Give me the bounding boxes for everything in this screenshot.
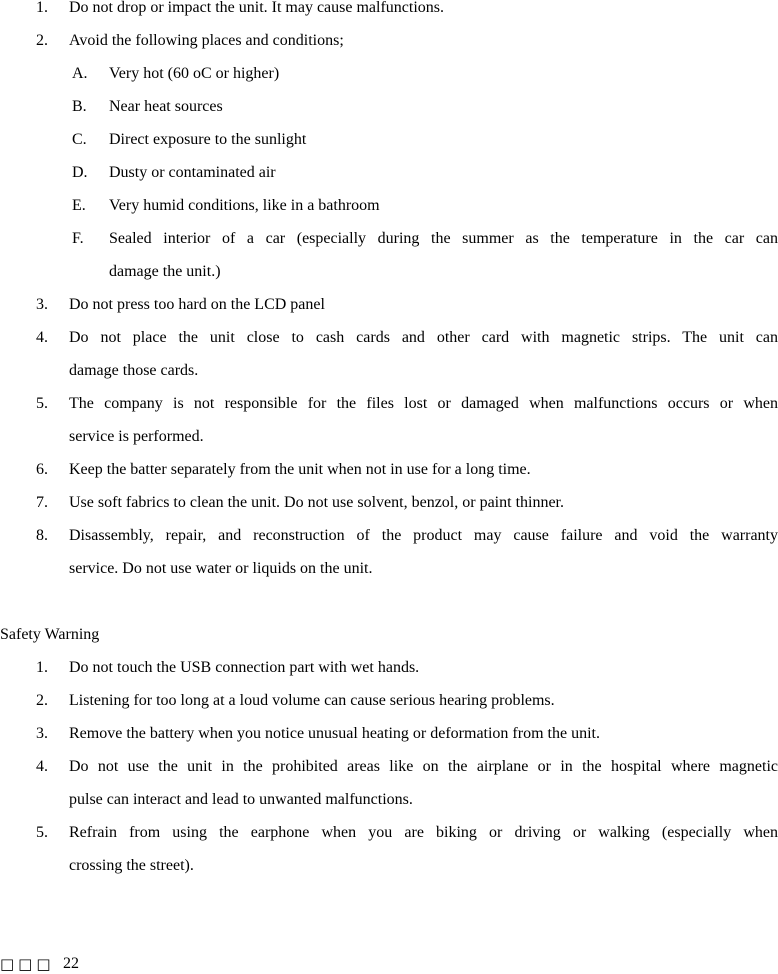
list-item-number: 1. (36, 0, 48, 16)
list-item-number: 2. (36, 32, 48, 49)
sub-item-letter: A. (72, 65, 88, 82)
sub-item-letter: C. (72, 131, 87, 148)
sub-item-text: Direct exposure to the sunlight (109, 131, 307, 148)
sub-item-letter: B. (72, 98, 87, 115)
list-item-number: 8. (36, 527, 48, 544)
list-item-number: 5. (36, 395, 48, 412)
sub-item-text: Dusty or contaminated air (109, 164, 276, 181)
sub-item-text-cont: damage the unit.) (109, 263, 221, 280)
footer-glyphs: □□□ (0, 955, 55, 973)
list-item-number: 4. (36, 329, 48, 346)
list-item-text-cont: service. Do not use water or liquids on the unit. (69, 560, 373, 577)
list-item-number: 2. (36, 692, 48, 709)
list-item-text: Do not use the unit in the prohibited areas like on the airplane or in the hospital where magnetic (69, 758, 778, 775)
sub-item-text: Very hot (60 oC or higher) (109, 65, 280, 82)
list-item-number: 1. (36, 659, 48, 676)
list-item-text: Remove the battery when you notice unusual heating or deformation from the unit. (69, 725, 600, 742)
list-item-text: Do not drop or impact the unit. It may cause malfunctions. (69, 0, 445, 16)
sub-item-text: Near heat sources (109, 98, 223, 115)
list-item-text: Do not touch the USB connection part with wet hands. (69, 659, 420, 676)
list-item-number: 6. (36, 461, 48, 478)
sub-item-letter: F. (72, 230, 84, 247)
list-item-number: 5. (36, 824, 48, 841)
list-item-text-cont: damage those cards. (69, 362, 199, 379)
list-item-text: Use soft fabrics to clean the unit. Do not use solvent, benzol, or paint thinner. (69, 494, 564, 511)
sub-item-letter: D. (72, 164, 88, 181)
list-item-text-cont: service is performed. (69, 428, 204, 445)
sub-item-text: Very humid conditions, like in a bathroom (109, 197, 380, 214)
sub-item-letter: E. (72, 197, 86, 214)
list-item-number: 3. (36, 296, 48, 313)
list-item-text: Listening for too long at a loud volume can cause serious hearing problems. (69, 692, 555, 709)
list-item-text: Do not press too hard on the LCD panel (69, 296, 325, 313)
list-item-text: Do not place the unit close to cash cards and other card with magnetic strips. The unit can (69, 329, 778, 346)
list-item-text: Refrain from using the earphone when you are biking or driving or walking (especially when (69, 824, 778, 841)
section-heading: Safety Warning (0, 626, 100, 643)
list-item-number: 3. (36, 725, 48, 742)
sub-item-text: Sealed interior of a car (especially during the summer as the temperature in the car can (109, 230, 778, 247)
list-item-text: Avoid the following places and conditions; (69, 32, 344, 49)
list-item-text: Disassembly, repair, and reconstruction of the product may cause failure and void the warranty (69, 527, 778, 544)
page-number: 22 (63, 955, 79, 972)
list-item-number: 4. (36, 758, 48, 775)
list-item-number: 7. (36, 494, 48, 511)
list-item-text: Keep the batter separately from the unit when not in use for a long time. (69, 461, 531, 478)
list-item-text: The company is not responsible for the files lost or damaged when malfunctions occurs or when (69, 395, 778, 412)
list-item-text-cont: pulse can interact and lead to unwanted malfunctions. (69, 791, 413, 808)
list-item-text-cont: crossing the street). (69, 857, 194, 874)
